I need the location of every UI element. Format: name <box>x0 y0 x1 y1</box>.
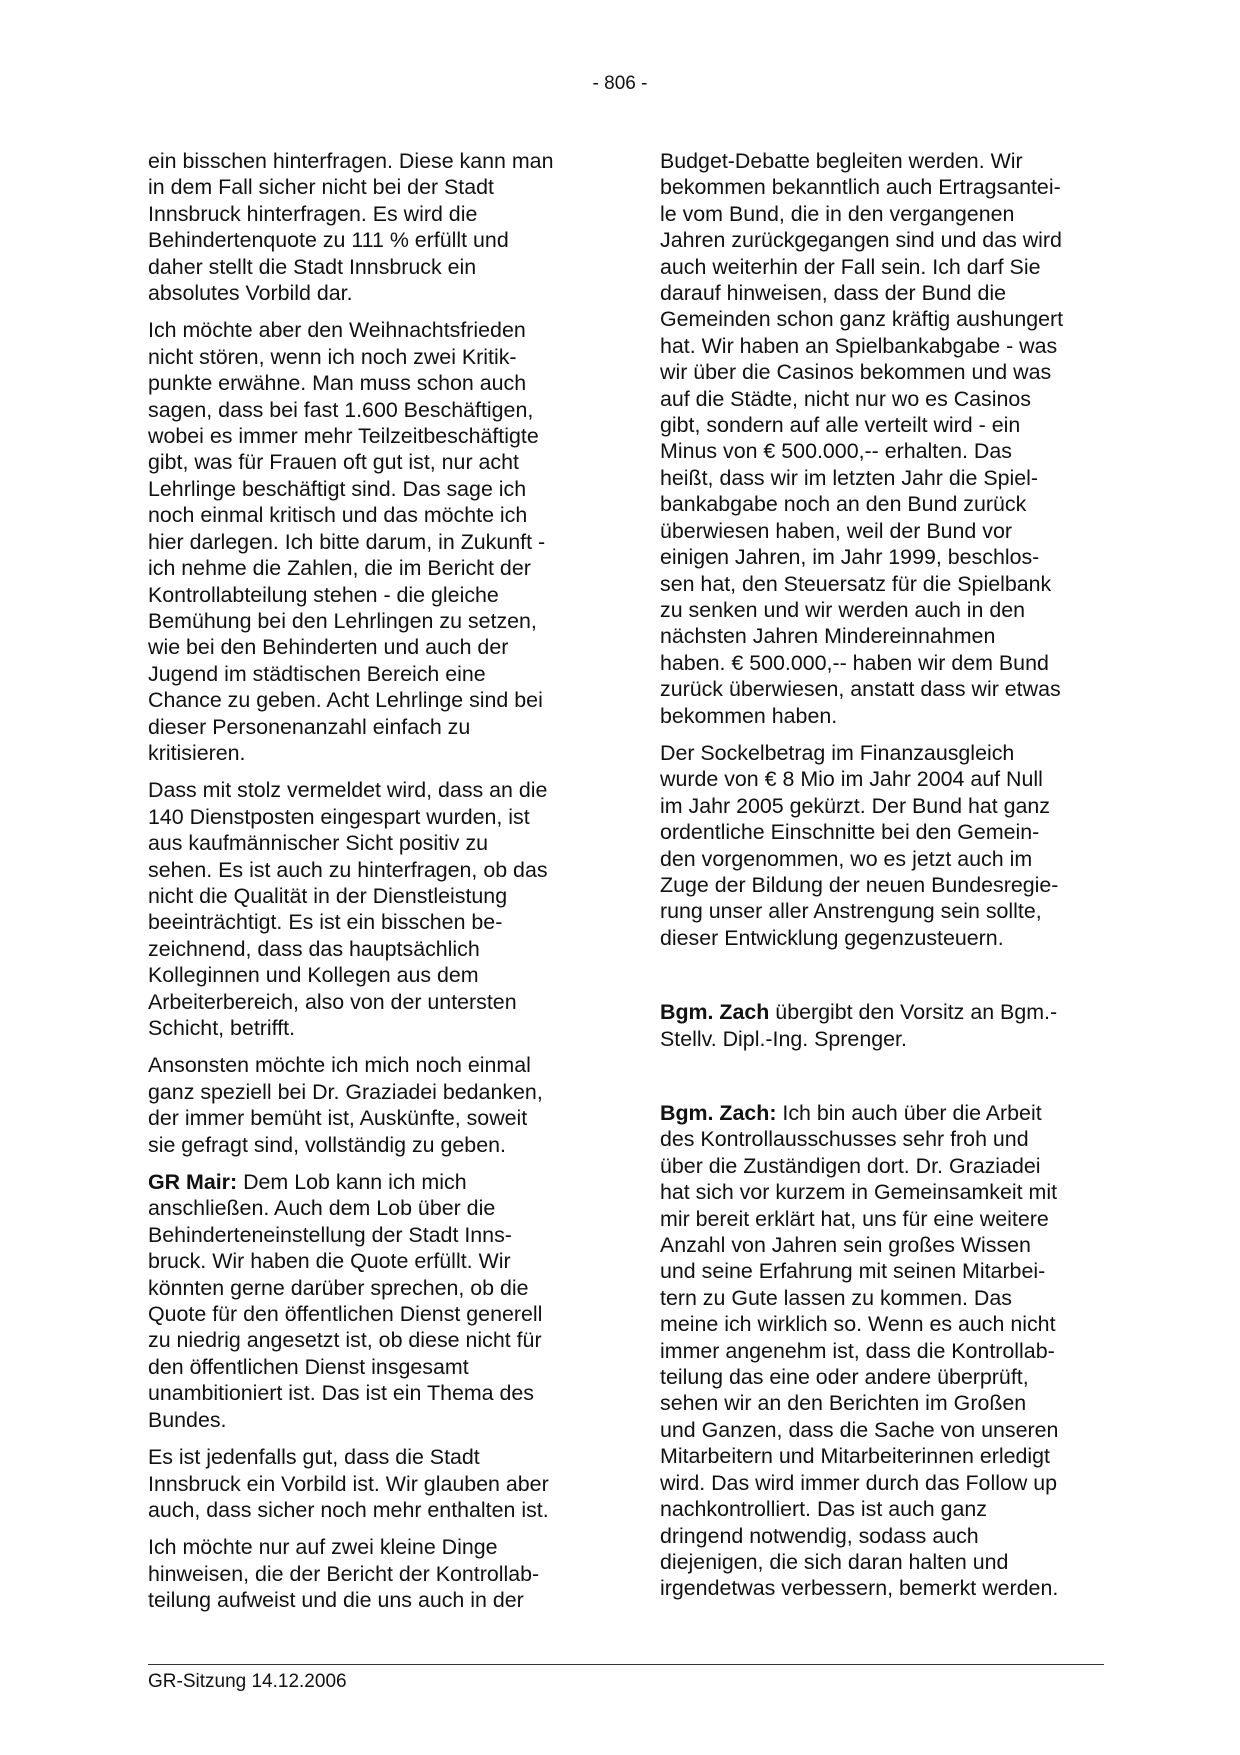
paragraph <box>148 148 594 306</box>
speaker-paragraph <box>660 1100 1106 1602</box>
paragraph-text: Ich möchte aber den Weihnachtsfrieden nicht stören, wenn ich noch zwei Kritik- punkte erwähne. Man muss schon auch sagen, dass bei fast 1.600 Beschäftigen, wobei es immer mehr Teilzeitbeschäftigte gibt, was für Frauen oft gut ist, nur acht Lehrlinge beschäftigt sind. Das sage ich noch einmal kritisch und das möchte ich hier darlegen. Ich bitte darum, in Zukunft - ich nehme die Zahlen, die im Bericht der Kontrollabteilung stehen - die gleiche Bemühung bei den Lehrlingen zu setzen, wie bei den Behinderten und auch der Jugend im städtischen Bereich eine Chance zu geben. Acht Lehrlinge sind bei dieser Personenanzahl einfach zu kritisieren. <box>148 318 546 765</box>
footer-divider <box>148 1664 1104 1665</box>
footer-session-date: GR-Sitzung 14.12.2006 <box>148 1671 347 1692</box>
paragraph <box>148 1052 594 1158</box>
paragraph-text: Ich möchte nur auf zwei kleine Dinge hinweisen, die der Bericht der Kontrollab- teilung aufweist und die uns auch in der <box>148 1535 540 1613</box>
paragraph-text: Ansonsten möchte ich mich noch einmal ganz speziell bei Dr. Graziadei bedanken, der immer bemüht ist, Auskünfte, soweit sie gefragt sind, vollständig zu geben. <box>148 1053 543 1157</box>
left-column <box>148 148 594 1625</box>
page-number: - 806 - <box>592 73 648 94</box>
speaker-name: Bgm. Zach: <box>660 1101 777 1125</box>
paragraph <box>148 1444 594 1523</box>
paragraph <box>660 740 1106 951</box>
paragraph-text: Ich bin auch über die Arbeit des Kontrollausschusses sehr froh und über die Zuständigen dort. Dr. Graziadei hat sich vor kurzem in Gemeinsamkeit mit mir bereit erklärt hat, uns für eine weitere Anzahl von Jahren sein großes Wissen und seine Erfahrung mit seinen Mitarbei- tern zu Gute lassen zu kommen. Das meine ich wirklich so. Wenn es auch nicht immer angenehm ist, dass die Kontrollab- teilung das eine oder andere überprüft, sehen wir an den Berichten im Großen und Ganzen, dass die Sache von unseren Mitarbeitern und Mitarbeiterinnen erledigt wird. Das wird immer durch das Follow up nachkontrolliert. Das ist auch ganz dringend notwendig, sodass auch diejenigen, die sich daran halten und irgendetwas verbessern, bemerkt werden. <box>660 1101 1059 1601</box>
paragraph-text: übergibt den Vorsitz an Bgm.- Stellv. Dipl.-Ing. Sprenger. <box>660 1000 1058 1051</box>
paragraph <box>148 317 594 766</box>
paragraph-text: Dem Lob kann ich mich anschließen. Auch dem Lob über die Behinderteneinstellung der Stadt Inns- bruck. Wir haben die Quote erfüllt. Wir könnten gerne darüber sprechen, ob die Quote für den öffentlichen Dienst generell zu niedrig angesetzt ist, ob diese nicht für den öffentlichen Dienst insgesamt unambitioniert ist. Das ist ein Thema des Bundes. <box>148 1170 543 1432</box>
paragraph <box>660 148 1106 729</box>
paragraph <box>148 1534 594 1613</box>
paragraph <box>148 777 594 1041</box>
speaker-name: Bgm. Zach <box>660 1000 770 1025</box>
paragraph-text: ein bisschen hinterfragen. Diese kann man in dem Fall sicher nicht bei der Stadt Innsbruck hinterfragen. Es wird die Behindertenquote zu 111 % erfüllt und daher stellt die Stadt Innsbruck ein absolutes Vorbild dar. <box>148 149 554 306</box>
paragraph-text: Budget-Debatte begleiten werden. Wir bekommen bekanntlich auch Ertragsantei- le vom Bund, die in den vergangenen Jahren zurückgegangen sind und das wird auch weiterhin der Fall sein. Ich darf Sie darauf hinweisen, dass der Bund die Gemeinden schon ganz kräftig aushungert hat. Wir haben an Spielbankabgabe - was wir über die Casinos bekommen und was auf die Städte, nicht nur wo es Casinos gibt, sondern auf alle verteilt wird - ein Minus von € 500.000,-- erhalten. Das heißt, dass wir im letzten Jahr die Spiel- bankabgabe noch an den Bund zurück überwiesen haben, weil der Bund vor einigen Jahren, im Jahr 1999, beschlos- sen hat, den Steuersatz für die Spielbank zu senken und wir werden auch in den nächsten Jahren Mindereinnahmen haben. € 500.000,-- haben wir dem Bund zurück überwiesen, anstatt dass wir etwas bekommen haben. <box>660 149 1064 728</box>
speaker-paragraph <box>148 1169 594 1433</box>
paragraph-text: Es ist jedenfalls gut, dass die Stadt Innsbruck ein Vorbild ist. Wir glauben aber auch, dass sicher noch mehr enthalten ist. <box>148 1445 549 1522</box>
right-column <box>660 148 1106 1613</box>
paragraph-text: Dass mit stolz vermeldet wird, dass an die 140 Dienstposten eingespart wurden, ist aus kaufmännischer Sicht positiv zu sehen. Es ist auch zu hinterfragen, ob das nicht die Qualität in der Dienstleistung beeinträchtigt. Es ist ein bisschen be- zeichnend, dass das hauptsächlich Kolleginnen und Kollegen aus dem Arbeiterbereich, also von der untersten Schicht, betrifft. <box>148 778 548 1040</box>
speaker-paragraph <box>660 999 1106 1052</box>
paragraph-text: Der Sockelbetrag im Finanzausgleich wurde von € 8 Mio im Jahr 2004 auf Null im Jahr 2005 gekürzt. Der Bund hat ganz ordentliche Einschnitte bei den Gemein- den vorgenommen, wo es jetzt auch im Zuge der Bildung der neuen Bundesregie- rung unser aller Anstrengung sein sollte, dieser Entwicklung gegenzusteuern. <box>660 740 1059 950</box>
speaker-name: GR Mair: <box>148 1170 238 1195</box>
